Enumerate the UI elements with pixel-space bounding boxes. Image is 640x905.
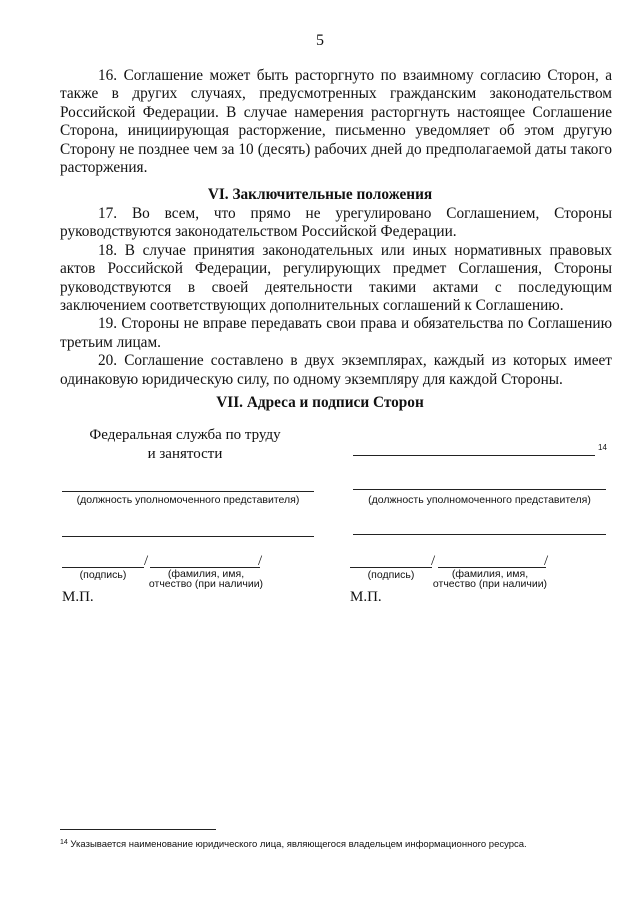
paragraph-16: 16. Соглашение может быть расторгнуто по взаимному согласию Сторон, а также в других случаях, предусмотренных гражданским законодательством Российской Федерации. В случае намерения расторгнуть настоящее Соглашение Сторона, инициирующая расторжение, письменно уведомляет об этом другую Сторону не позднее чем за 10 (десять) рабочих дней до предполагаемой даты такого расторжения. — [60, 67, 612, 177]
section-6-body — [60, 205, 612, 389]
right-position-caption: (должность уполномоченного представителя) — [368, 494, 591, 506]
left-signature-line — [62, 567, 144, 568]
right-slash-2: / — [544, 553, 549, 569]
right-org-line — [353, 455, 595, 456]
left-name-caption — [136, 569, 276, 589]
right-signature-caption: (подпись) — [367, 569, 415, 581]
left-name-caption-line1: (фамилия, имя, — [167, 568, 245, 580]
left-org-name — [70, 426, 300, 464]
left-position-line — [62, 491, 314, 492]
left-extra-line — [62, 536, 314, 537]
footnote-separator — [60, 829, 216, 830]
right-seal: М.П. — [350, 589, 382, 605]
section-6-heading: VI. Заключительные положения — [207, 186, 433, 203]
right-name-caption-line1: (фамилия, имя, — [451, 568, 529, 580]
right-position-line — [353, 489, 606, 490]
footnote-14 — [60, 839, 527, 850]
left-slash-2: / — [258, 553, 263, 569]
paragraph-19: 19. Стороны не вправе передавать свои права и обязательства по Соглашению третьим лицам. — [60, 315, 612, 351]
left-name-caption-line2: отчество (при наличии) — [148, 578, 264, 590]
left-slash-1: / — [144, 553, 149, 569]
paragraph-18: 18. В случае принятия законодательных или иных нормативных правовых актов Российской Федерации, регулирующих предмет Соглашения, Стороны руководствуются в своей деятельности такими актами с последующим заключением соответствующих дополнительных соглашений к Соглашению. — [60, 241, 612, 315]
paragraph-20: 20. Соглашение составлено в двух экземплярах, каждый из которых имеет одинаковую юридическую силу, по одному экземпляру для каждой Стороны. — [60, 352, 612, 388]
paragraph-17: 17. Во всем, что прямо не урегулировано Соглашением, Стороны руководствуются законодательством Российской Федерации. — [60, 205, 612, 241]
left-signature-caption: (подпись) — [79, 569, 127, 581]
page-number: 5 — [316, 32, 324, 49]
paragraph-16-block — [60, 67, 612, 177]
right-signature-line — [350, 567, 432, 568]
left-seal: М.П. — [62, 589, 94, 605]
right-extra-line — [353, 534, 606, 535]
right-footnote-marker: 14 — [598, 443, 607, 452]
section-7-heading: VII. Адреса и подписи Сторон — [216, 394, 424, 411]
right-name-caption — [420, 569, 560, 589]
left-position-caption: (должность уполномоченного представителя) — [76, 494, 300, 506]
footnote-14-text: Указывается наименование юридического лица, являющегося владельцем информационного ресурса. — [67, 839, 527, 850]
left-org-line1: Федеральная служба по труду — [89, 427, 281, 443]
right-name-caption-line2: отчество (при наличии) — [432, 578, 548, 590]
left-org-line2: и занятости — [147, 446, 223, 462]
footnote-14-marker: 14 — [60, 839, 68, 846]
right-slash-1: / — [431, 553, 436, 569]
